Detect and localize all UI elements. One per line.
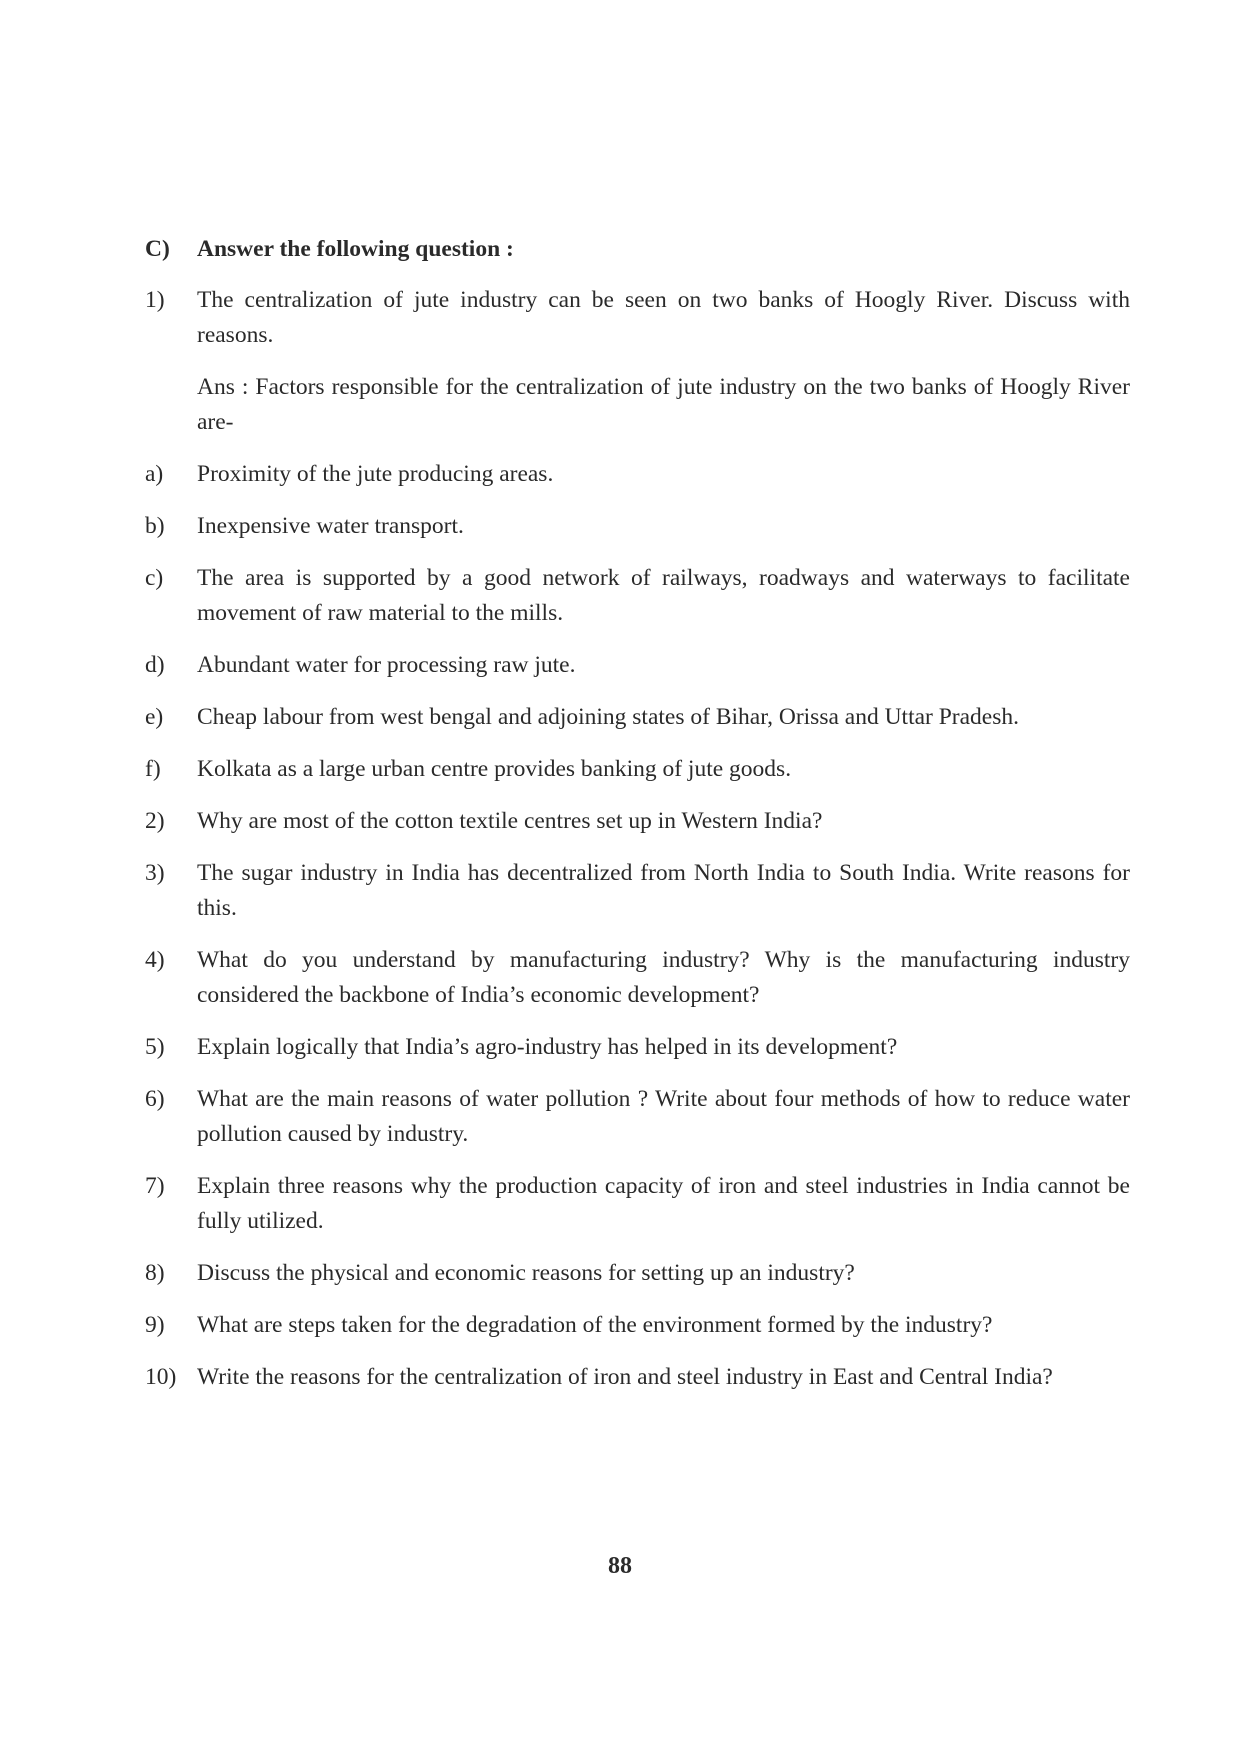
question-section	[145, 232, 1130, 1412]
factor-letter: f)	[145, 756, 161, 782]
question-number: 1)	[145, 287, 165, 313]
question-number: 7)	[145, 1173, 165, 1199]
page-number: 88	[608, 1553, 632, 1579]
question-text: Discuss the physical and economic reasons for setting up an industry?	[197, 1260, 855, 1286]
factor-text: Proximity of the jute producing areas.	[197, 461, 554, 487]
question-item	[145, 1030, 1130, 1065]
factor-text: Abundant water for processing raw jute.	[197, 652, 576, 678]
question-item	[145, 1256, 1130, 1291]
question-item	[145, 1360, 1130, 1395]
factor-item	[145, 700, 1130, 735]
factor-item	[145, 752, 1130, 787]
factor-text: Inexpensive water transport.	[197, 513, 464, 539]
section-marker: C)	[145, 236, 170, 262]
question-number: 10)	[145, 1364, 177, 1390]
question-text: The sugar industry in India has decentralized from North India to South India. Write reasons for this.	[197, 860, 1130, 921]
question-text: What are steps taken for the degradation of the environment formed by the industry?	[197, 1312, 993, 1338]
question-number: 5)	[145, 1034, 165, 1060]
factor-letter: d)	[145, 652, 165, 678]
question-text: Explain three reasons why the production capacity of iron and steel industries in India cannot be fully utilized.	[197, 1173, 1130, 1234]
factor-text: The area is supported by a good network of railways, roadways and waterways to facilitate movement of raw material to the mills.	[197, 565, 1130, 626]
question-text: Explain logically that India’s agro-industry has helped in its development?	[197, 1034, 898, 1060]
question-item	[145, 1169, 1130, 1239]
factor-item	[145, 457, 1130, 492]
section-heading	[145, 232, 1130, 267]
question-item	[145, 943, 1130, 1013]
question-item	[145, 1308, 1130, 1343]
factor-letter: a)	[145, 461, 164, 487]
question-item	[145, 1082, 1130, 1152]
factor-text: Cheap labour from west bengal and adjoining states of Bihar, Orissa and Uttar Pradesh.	[197, 704, 1020, 730]
question-text: The centralization of jute industry can be seen on two banks of Hoogly River. Discuss with reasons.	[197, 287, 1130, 348]
answer-intro: Ans : Factors responsible for the centralization of jute industry on the two banks of Hoogly River are-	[197, 374, 1130, 435]
question-item	[145, 856, 1130, 926]
section-title: Answer the following question :	[197, 236, 514, 262]
question-item	[145, 804, 1130, 839]
factor-item	[145, 648, 1130, 683]
factor-letter: e)	[145, 704, 164, 730]
question-number: 6)	[145, 1086, 165, 1112]
question-item	[145, 283, 1130, 353]
factor-letter: c)	[145, 565, 164, 591]
question-text: What do you understand by manufacturing industry? Why is the manufacturing industry considered the backbone of India’s economic development?	[197, 947, 1130, 1008]
question-number: 3)	[145, 860, 165, 886]
question-text: What are the main reasons of water pollution ? Write about four methods of how to reduce water pollution caused by industry.	[197, 1086, 1130, 1147]
factor-item	[145, 561, 1130, 631]
factor-letter: b)	[145, 513, 165, 539]
factor-item	[145, 509, 1130, 544]
question-number: 2)	[145, 808, 165, 834]
question-number: 4)	[145, 947, 165, 973]
factor-text: Kolkata as a large urban centre provides banking of jute goods.	[197, 756, 792, 782]
question-number: 8)	[145, 1260, 165, 1286]
question-text: Write the reasons for the centralization of iron and steel industry in East and Central India?	[197, 1364, 1053, 1390]
question-number: 9)	[145, 1312, 165, 1338]
question-text: Why are most of the cotton textile centres set up in Western India?	[197, 808, 823, 834]
